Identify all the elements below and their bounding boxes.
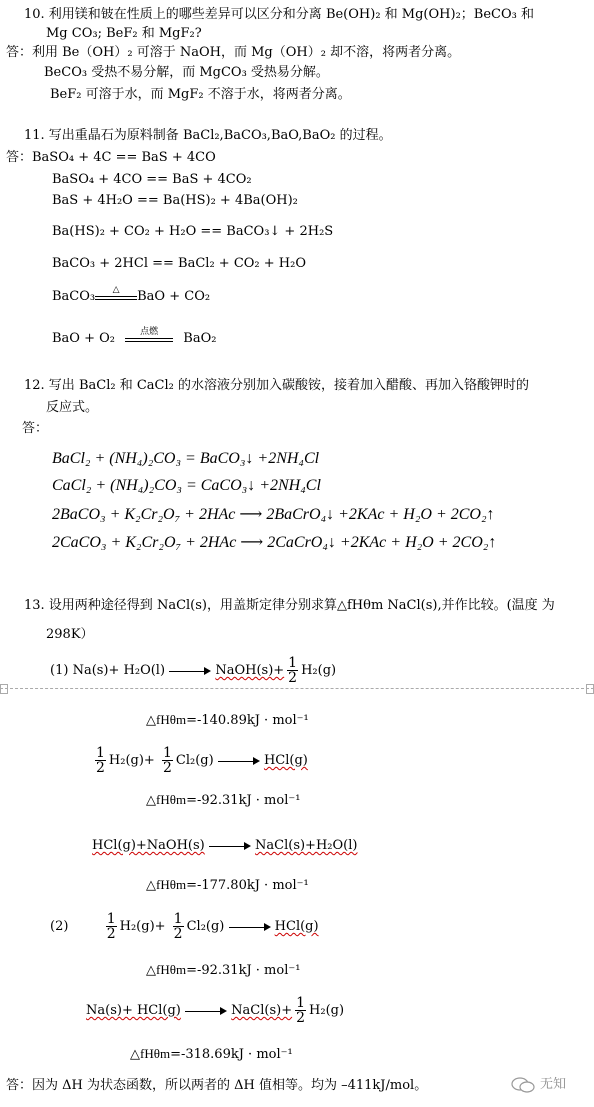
heat-condition [95, 284, 137, 304]
q12-eq4: 2CaCO₃ + K₂Cr₂O₇ + 2HAc ⟶ 2CaCrO₄↓ +2KAc + H₂O + 2CO₂↑ [52, 534, 497, 551]
page-separator [0, 688, 594, 689]
heat-symbol: △ [112, 284, 120, 295]
q13-reaction-1 [50, 656, 336, 686]
q10-question-cont: Mg CO₃; BeF₂ 和 MgF₂? [46, 26, 202, 41]
dh-4: △fHθm=-92.31kJ · mol⁻¹ [146, 962, 301, 978]
reaction-arrow [209, 841, 251, 851]
q11-eq7 [52, 326, 217, 347]
q12-question-cont: 反应式。 [46, 400, 99, 415]
dh-2: △fHθm=-92.31kJ · mol⁻¹ [146, 792, 301, 808]
q11-eq5: BaCO₃ + 2HCl == BaCl₂ + CO₂ + H₂O [52, 256, 306, 271]
separator-mark-right [586, 684, 594, 694]
q13-question-cont: 298K） [46, 627, 94, 642]
q12-question: 12. 写出 BaCl₂ 和 CaCl₂ 的水溶液分别加入碳酸铵，接着加入醋酸、再加入铬酸钾时的 [24, 378, 529, 393]
q11-eq3: BaS + 4H₂O == Ba(HS)₂ + 4Ba(OH)₂ [52, 193, 298, 208]
q11-eq1: 答：BaSO₄ + 4C == BaS + 4CO [6, 150, 216, 165]
r1-tail: H₂(g) [301, 663, 337, 678]
dh-5: △fHθm=-318.69kJ · mol⁻¹ [130, 1046, 293, 1062]
ignite-label: 点燃 [140, 326, 159, 337]
q11-eq6-left: BaCO₃ [52, 289, 96, 304]
wechat-icon [510, 1076, 536, 1094]
q13-reaction-3: HCl(g)+NaOH(s) NaCl(s)+H₂O(l) [92, 838, 358, 853]
dh-1: △fHθm=-140.89kJ · mol⁻¹ [146, 712, 309, 728]
q11-question: 11. 写出重晶石为原料制备 BaCl₂,BaCO₃,BaO,BaO₂ 的过程。 [24, 128, 392, 143]
reaction-arrow [229, 922, 271, 932]
q10-question: 10. 利用镁和铍在性质上的哪些差异可以区分和分离 Be(OH)₂ 和 Mg(OH)₂；BeCO₃ 和 [24, 7, 534, 22]
dh-3: △fHθm=-177.80kJ · mol⁻¹ [146, 877, 309, 893]
q10-answer-3: BeF₂ 可溶于水，而 MgF₂ 不溶于水，将两者分离。 [50, 87, 351, 102]
q13-reaction-2: $\frac{1}{2}$ H₂(g)+ $\frac{1}{2}$ Cl₂(g) HCl(g) [96, 745, 308, 776]
q12-answer-label: 答： [22, 421, 49, 436]
q11-eq6-right: BaO + CO₂ [137, 289, 211, 304]
q11-eq6 [52, 284, 211, 305]
half-fraction: $\frac{1}{2}$ [288, 655, 298, 686]
reaction-arrow [218, 756, 260, 766]
q10-answer-1: 答：利用 Be（OH）₂ 可溶于 NaOH，而 Mg（OH）₂ 却不溶，将两者分离。 [6, 45, 461, 60]
q12-eq1: BaCl₂ + (NH₄)₂CO₃ = BaCO₃↓ +2NH₄Cl [52, 450, 320, 467]
q13-reaction-4: (2) $\frac{1}{2}$ H₂(g)+ $\frac{1}{2}$ Cl₂(g) HCl(g) [50, 911, 319, 942]
watermark-logo [510, 1076, 590, 1096]
q11-eq4: Ba(HS)₂ + CO₂ + H₂O == BaCO₃↓ + 2H₂S [52, 224, 334, 239]
q13-question: 13. 设用两种途径得到 NaCl(s)，用盖斯定律分别求算△fHθm NaCl(s),并作比较。(温度 为 [24, 598, 555, 613]
q13-reaction-5: Na(s)+ HCl(g) NaCl(s)+ $\frac{1}{2}$ H₂(g) [86, 995, 345, 1026]
r1-left: Na(s)+ H₂O(l) [72, 663, 166, 678]
separator-mark-left [0, 684, 8, 694]
q11-eq7-left: BaO + O₂ [52, 331, 115, 346]
q12-eq3: 2BaCO₃ + K₂Cr₂O₇ + 2HAc ⟶ 2BaCrO₄↓ +2KAc + H₂O + 2CO₂↑ [52, 506, 495, 523]
r1-right: NaOH(s)+ [215, 663, 285, 678]
q11-eq2: BaSO₄ + 4CO == BaS + 4CO₂ [52, 172, 252, 187]
watermark-text: 无知 [540, 1077, 567, 1092]
reaction-arrow [185, 1006, 227, 1016]
q11-eq7-right: BaO₂ [183, 331, 217, 346]
path2-label: (2) [50, 919, 69, 934]
reaction-arrow [169, 666, 211, 676]
path1-label: (1) [50, 663, 69, 678]
ignite-condition [125, 326, 173, 346]
q12-eq2: CaCl₂ + (NH₄)₂CO₃ = CaCO₃↓ +2NH₄Cl [52, 477, 321, 494]
q13-answer: 答：因为 ΔH 为状态函数，所以两者的 ΔH 值相等。均为 –411kJ/mol。 [6, 1078, 428, 1093]
q10-answer-2: BeCO₃ 受热不易分解，而 MgCO₃ 受热易分解。 [44, 65, 329, 80]
